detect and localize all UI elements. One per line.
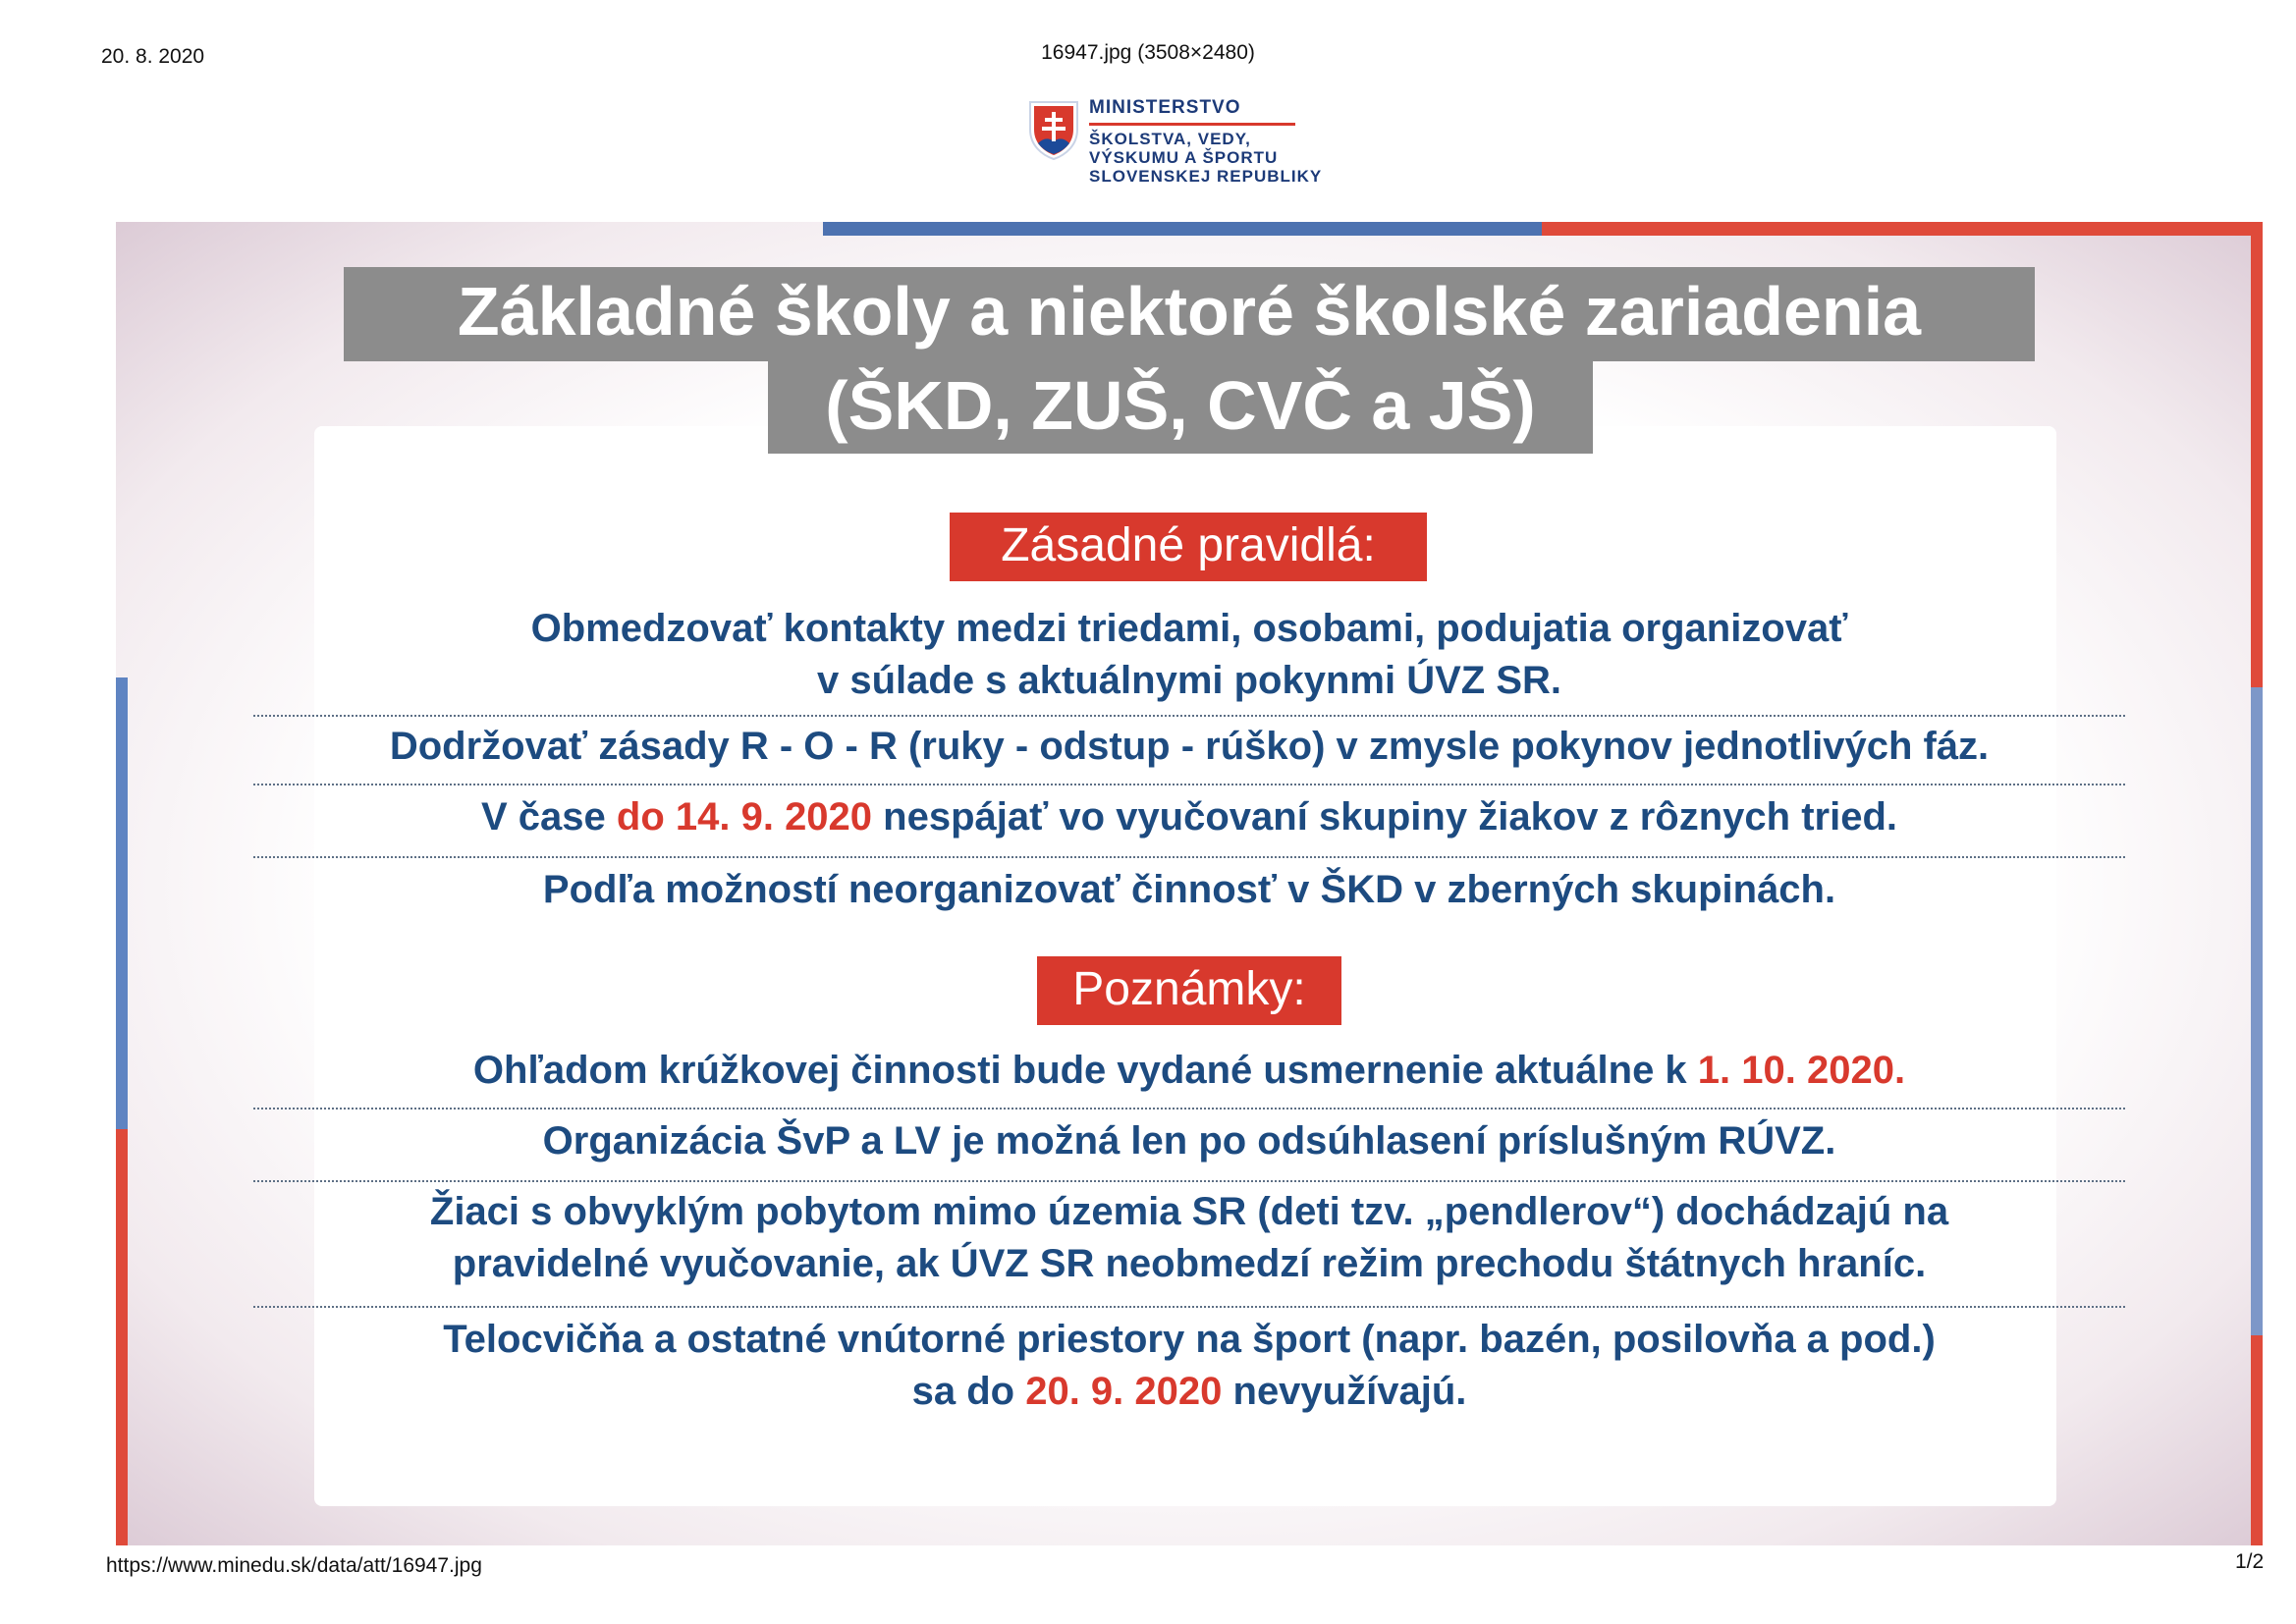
poster-title-line-1: Základné školy a niektoré školské zariadenia <box>344 267 2035 361</box>
slovak-coat-of-arms-icon <box>1028 100 1079 161</box>
divider <box>253 784 2125 785</box>
poster-title-line-2: (ŠKD, ZUŠ, CVČ a JŠ) <box>768 361 1593 454</box>
divider <box>253 715 2125 717</box>
stripe-right-red-lower <box>2251 1335 2263 1545</box>
stripe-right-red <box>2251 222 2263 687</box>
rules-heading: Zásadné pravidlá: <box>950 513 1427 581</box>
note-item-2-text: Organizácia ŠvP a LV je možná len po odsúhlasení príslušným RÚVZ. <box>542 1119 1836 1163</box>
note-item-4 <box>253 1314 2125 1418</box>
rule-item-1-line-2: v súlade s aktuálnymi pokynmi ÚVZ SR. <box>816 659 1561 702</box>
note-item-3-line-1: Žiaci s obvyklým pobytom mimo územia SR (deti tzv. „pendlerov“) dochádzajú na <box>429 1190 1949 1233</box>
logo-line-1: ŠKOLSTVA, VEDY, <box>1089 130 1251 148</box>
rule-item-2 <box>253 721 2125 773</box>
rule-item-1-line-1: Obmedzovať kontakty medzi triedami, osobami, podujatia organizovať <box>530 607 1848 650</box>
rule-item-3 <box>253 791 2125 843</box>
divider <box>253 1306 2125 1308</box>
stripe-right-blue <box>2251 687 2263 1335</box>
rule-item-1 <box>253 603 2125 707</box>
note-item-4-line-1: Telocvičňa a ostatné vnútorné priestory na šport (napr. bazén, posilovňa a pod.) <box>443 1318 1936 1361</box>
note-item-1-before: Ohľadom krúžkovej činnosti bude vydané usmernenie aktuálne k <box>472 1049 1698 1092</box>
print-file-name: 16947.jpg (3508×2480) <box>1041 41 1255 64</box>
print-url: https://www.minedu.sk/data/att/16947.jpg <box>106 1554 482 1577</box>
note-item-1 <box>253 1045 2125 1097</box>
ministry-logo <box>1028 97 1362 199</box>
stripe-top-red <box>1542 222 2263 236</box>
note-item-3 <box>253 1186 2125 1290</box>
note-item-3-line-2: pravidelné vyučovanie, ak ÚVZ SR neobmedzí režim prechodu štátnych hraníc. <box>452 1242 1927 1285</box>
divider <box>253 856 2125 858</box>
rule-item-3-before: V čase <box>481 795 617 839</box>
notes-heading: Poznámky: <box>1037 956 1341 1025</box>
print-page-number: 1/2 <box>2235 1550 2265 1573</box>
note-item-4-date: 20. 9. 2020 <box>1025 1370 1223 1413</box>
logo-line-3: SLOVENSKEJ REPUBLIKY <box>1089 167 1323 186</box>
note-item-1-date: 1. 10. 2020. <box>1697 1049 1906 1092</box>
rule-item-3-date: do 14. 9. 2020 <box>616 795 873 839</box>
logo-rule <box>1089 123 1295 126</box>
logo-line-2: VÝSKUMU A ŠPORTU <box>1089 148 1279 167</box>
stripe-top-blue <box>823 222 1542 236</box>
print-date: 20. 8. 2020 <box>101 45 205 68</box>
note-item-4-before: sa do <box>911 1370 1026 1413</box>
stripe-left-blue <box>116 677 128 1129</box>
divider <box>253 1108 2125 1110</box>
note-item-2 <box>253 1115 2125 1167</box>
rule-item-4 <box>253 864 2125 916</box>
poster <box>116 222 2263 1545</box>
rule-item-4-text: Podľa možností neorganizovať činnosť v ŠKD v zberných skupinách. <box>542 868 1836 911</box>
rule-item-2-text: Dodržovať zásady R - O - R (ruky - odstup - rúško) v zmysle pokynov jednotlivých fáz. <box>389 725 1990 768</box>
rule-item-3-after: nespájať vo vyučovaní skupiny žiakov z rôznych tried. <box>872 795 1897 839</box>
note-item-4-after: nevyužívajú. <box>1222 1370 1467 1413</box>
logo-title: MINISTERSTVO <box>1089 97 1241 118</box>
divider <box>253 1180 2125 1182</box>
stripe-left-red <box>116 1129 128 1545</box>
